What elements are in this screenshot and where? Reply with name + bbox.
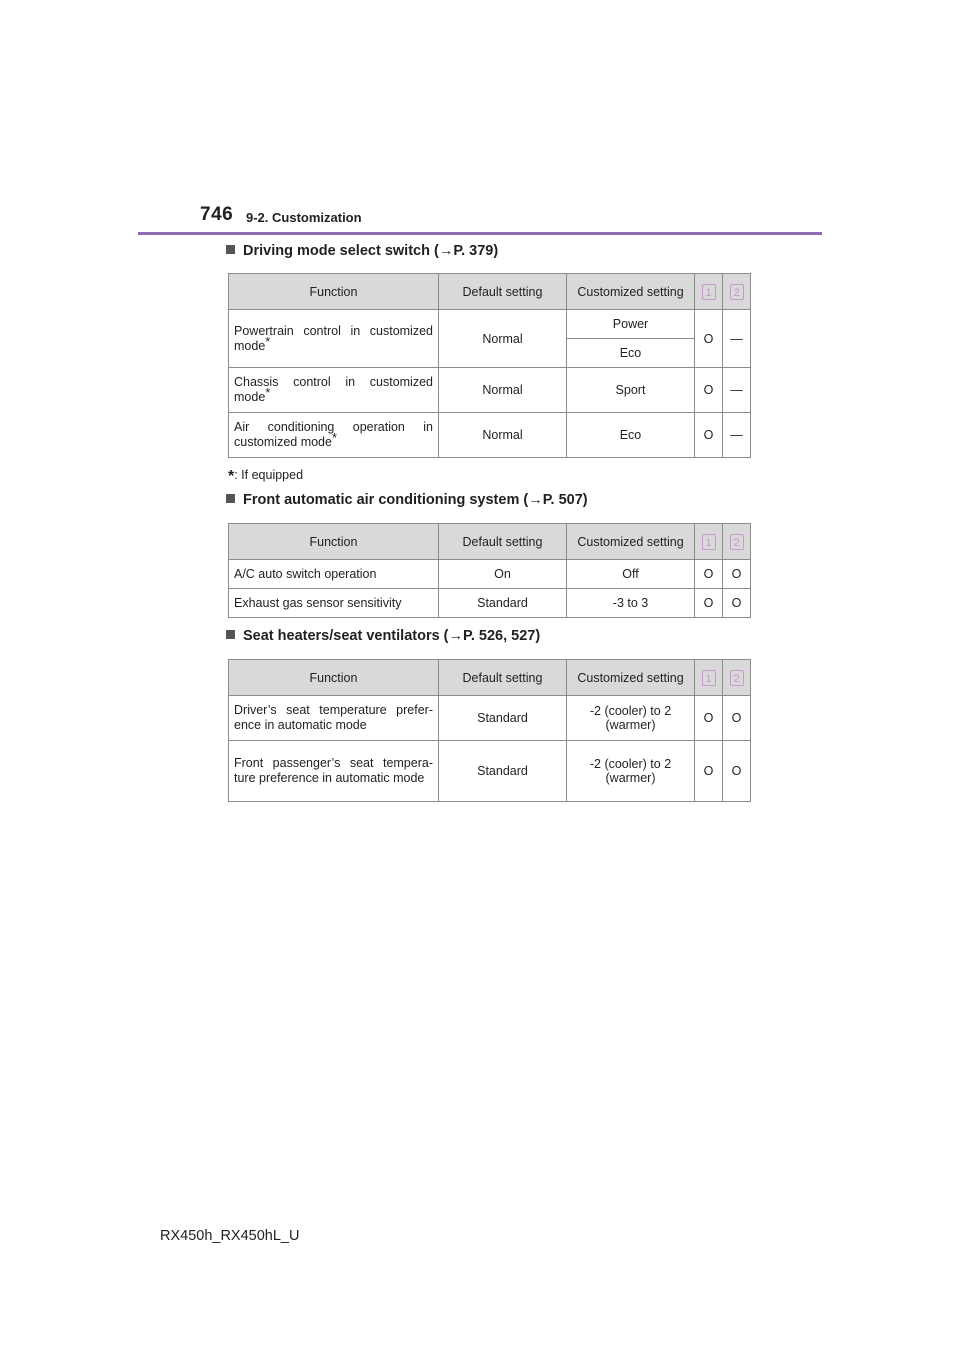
customized-cell: Power [567, 310, 695, 339]
default-cell: Normal [439, 310, 567, 368]
col-2-cell: — [723, 368, 751, 413]
col-customized-header: Customized setting [567, 274, 695, 310]
customized-cell: -2 (cooler) to 2 (warmer) [567, 696, 695, 741]
col-2-cell: O [723, 741, 751, 802]
seat-heaters-table [228, 659, 751, 802]
col-function-header: Function [229, 274, 439, 310]
section-label: 9-2. Customization [246, 210, 362, 225]
col-2-cell: — [723, 310, 751, 368]
function-cell: A/C auto switch operation [229, 560, 439, 589]
col-2-header: 2 [723, 524, 751, 560]
customized-cell: Eco [567, 413, 695, 458]
col-default-header: Default setting [439, 274, 567, 310]
function-cell: Air conditioning operation in customized mode* [229, 413, 439, 458]
col-1-cell: O [695, 589, 723, 618]
function-cell: Chassis control in customized mode* [229, 368, 439, 413]
default-cell: Standard [439, 696, 567, 741]
square-bullet-icon [226, 494, 235, 503]
col-customized-header: Customized setting [567, 660, 695, 696]
function-cell: Powertrain control in customized mode* [229, 310, 439, 368]
default-cell: Normal [439, 413, 567, 458]
page-number: 746 [200, 204, 234, 225]
model-footer: RX450h_RX450hL_U [160, 1228, 300, 1244]
default-cell: Standard [439, 589, 567, 618]
table-row [229, 741, 751, 802]
function-cell: Front passenger’s seat tempera- ture preference in automatic mode [229, 741, 439, 802]
col-1-cell: O [695, 310, 723, 368]
col-1-header: 1 [695, 524, 723, 560]
col-1-cell: O [695, 696, 723, 741]
default-cell: On [439, 560, 567, 589]
square-bullet-icon [226, 245, 235, 254]
table-header-row [229, 524, 751, 560]
table-header-row [229, 660, 751, 696]
col-2-cell: O [723, 589, 751, 618]
customized-cell: Off [567, 560, 695, 589]
table-row [229, 310, 751, 339]
col-2-cell: O [723, 560, 751, 589]
col-default-header: Default setting [439, 524, 567, 560]
air-conditioning-table [228, 523, 751, 618]
section-heading-driving-mode: Driving mode select switch (→P. 379) [226, 243, 498, 259]
footnote: *: If equipped [228, 468, 304, 485]
col-1-cell: O [695, 368, 723, 413]
table-header-row [229, 274, 751, 310]
function-cell: Exhaust gas sensor sensitivity [229, 589, 439, 618]
col-2-header: 2 [723, 274, 751, 310]
col-customized-header: Customized setting [567, 524, 695, 560]
col-default-header: Default setting [439, 660, 567, 696]
table-row [229, 413, 751, 458]
header-divider [138, 232, 822, 235]
section-heading-seat-heaters: Seat heaters/seat ventilators (→P. 526, 527) [226, 628, 540, 644]
col-1-cell: O [695, 413, 723, 458]
col-function-header: Function [229, 660, 439, 696]
table-row [229, 560, 751, 589]
default-cell: Standard [439, 741, 567, 802]
col-1-header: 1 [695, 660, 723, 696]
customized-cell: Eco [567, 339, 695, 368]
table-row [229, 589, 751, 618]
col-2-cell: — [723, 413, 751, 458]
customized-cell: -3 to 3 [567, 589, 695, 618]
function-cell: Driver’s seat temperature prefer- ence in automatic mode [229, 696, 439, 741]
col-function-header: Function [229, 524, 439, 560]
default-cell: Normal [439, 368, 567, 413]
customized-cell: Sport [567, 368, 695, 413]
col-1-cell: O [695, 560, 723, 589]
driving-mode-table [228, 273, 751, 458]
col-2-cell: O [723, 696, 751, 741]
col-1-header: 1 [695, 274, 723, 310]
page-header [200, 204, 822, 234]
col-2-header: 2 [723, 660, 751, 696]
table-row [229, 696, 751, 741]
customized-cell: -2 (cooler) to 2 (warmer) [567, 741, 695, 802]
section-heading-air-conditioning: Front automatic air conditioning system (→P. 507) [226, 492, 588, 508]
square-bullet-icon [226, 630, 235, 639]
table-row [229, 368, 751, 413]
col-1-cell: O [695, 741, 723, 802]
